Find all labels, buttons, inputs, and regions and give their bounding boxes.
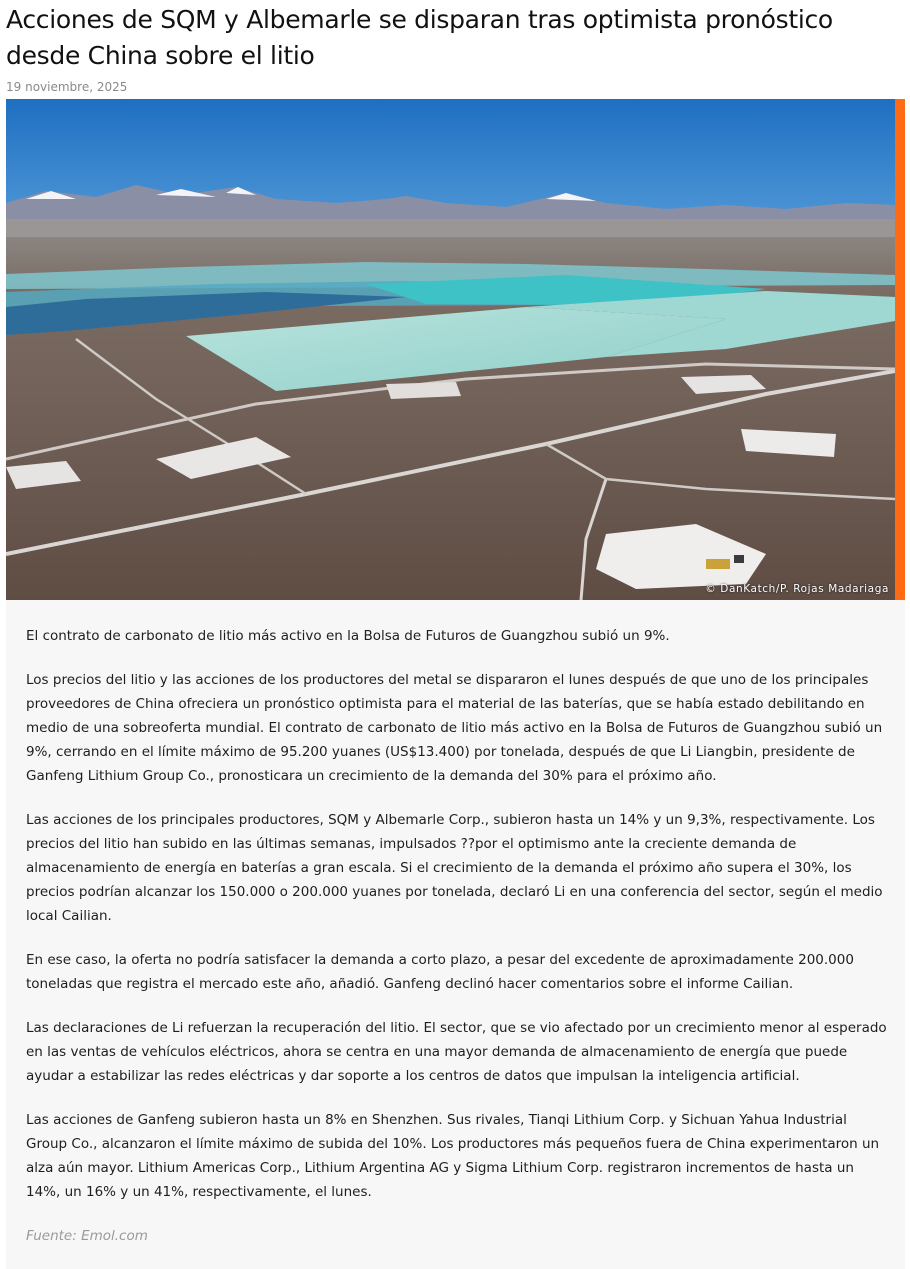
article-hero-image (6, 99, 895, 600)
article-paragraph: Las declaraciones de Li refuerzan la recuperación del litio. El sector, que se vio afectado por un crecimiento menor al esperado en las ventas de vehículos eléctricos, ahora se centra en una mayor demanda de almacenamiento de energía que puede ayudar a estabilizar las redes eléctricas y dar soporte a los centros de datos que impulsan la inteligencia artificial. (26, 1020, 887, 1084)
article-source: Fuente: Emol.com (26, 1228, 148, 1244)
article-body (6, 600, 905, 1269)
article-paragraph: Las acciones de Ganfeng subieron hasta un 8% en Shenzhen. Sus rivales, Tianqi Lithium Corp. y Sichuan Yahua Industrial Group Co., alcanzaron el límite máximo de subida del 10%. Los productores más pequeños fuera de China experimentaron un alza aún mayor. Lithium Americas Corp., Lithium Argentina AG y Sigma Lithium Corp. registraron incrementos de hasta un 14%, un 16% y un 41%, respectivamente, el lunes. (26, 1112, 880, 1200)
article-paragraph: En ese caso, la oferta no podría satisfacer la demanda a corto plazo, a pesar del excedente de aproximadamente 200.000 toneladas que registra el mercado este año, añadió. Ganfeng declinó hacer comentarios sobre el informe Cailian. (26, 952, 854, 992)
article-title: Acciones de SQM y Albemarle se disparan tras optimista pronóstico desde China sobre el litio (6, 5, 833, 70)
salt-flat-photo (6, 99, 895, 600)
article-paragraph: Las acciones de los principales productores, SQM y Albemarle Corp., subieron hasta un 14% y un 9,3%, respectivamente. Los precios del litio han subido en las últimas semanas, impulsados ??por el optimismo ante la creciente demanda de almacenamiento de energía en baterías a gran escala. Si el crecimiento de la demanda el próximo año supera el 30%, los precios podrían alcanzar los 150.000 o 200.000 yuanes por tonelada, declaró Li en una conferencia del sector, según el medio local Cailian. (26, 812, 883, 924)
article-paragraph: Los precios del litio y las acciones de los productores del metal se dispararon el lunes después de que uno de los principales proveedores de China ofreciera un pronóstico optimista para el material de las baterías, que se había estado debilitando en medio de una sobreoferta mundial. El contrato de carbonato de litio más activo en la Bolsa de Futuros de Guangzhou subió un 9%, cerrando en el límite máximo de 95.200 yuanes (US$13.400) por tonelada, después de que Li Liangbin, presidente de Ganfeng Lithium Group Co., pronosticara un crecimiento de la demanda del 30% para el próximo año. (26, 672, 883, 784)
image-credit: © DanKatch/P. Rojas Madariaga (705, 583, 889, 595)
article-paragraph: El contrato de carbonato de litio más activo en la Bolsa de Futuros de Guangzhou subió un 9%. (26, 628, 670, 644)
article-date: 19 noviembre, 2025 (6, 80, 128, 94)
accent-bar (895, 99, 905, 603)
